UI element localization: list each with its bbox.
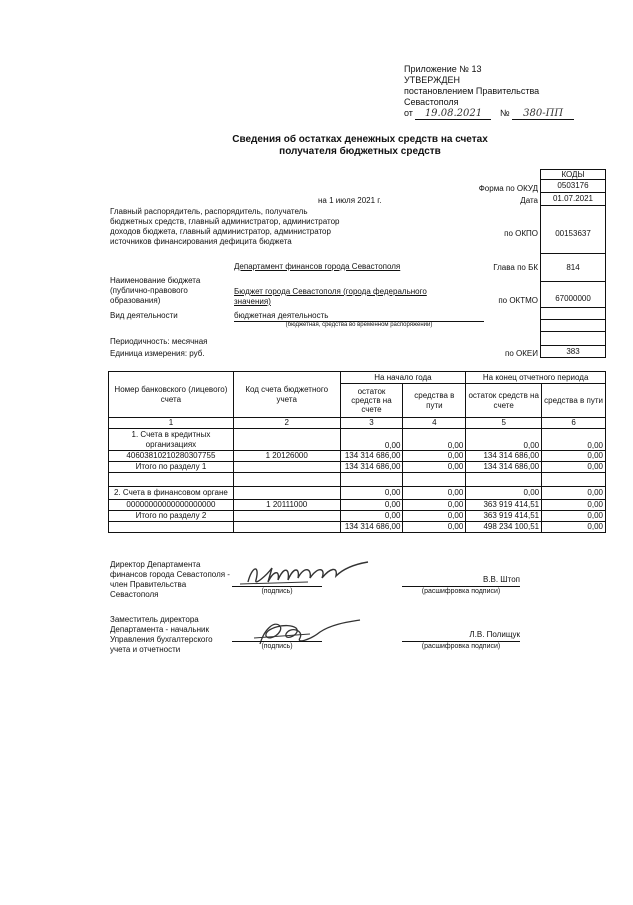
code-empty-1 <box>540 308 606 320</box>
director-title: Директор Департамента финансов города Севастополя - член Правительства Севастополя <box>110 560 230 599</box>
okud-label: Форма по ОКУД <box>478 184 538 193</box>
oktmo-code: 67000000 <box>540 282 606 308</box>
manager-label: Главный распорядитель, распорядитель, получатель бюджетных средств, главный администратор, администратор доходов бюджета, главный администратор, администратор источников финансирования дефицита бюджета <box>110 207 340 246</box>
group-start-header: На начало года <box>340 372 466 384</box>
oktmo-label: по ОКТМО <box>498 296 538 305</box>
deputy-name-caption: (расшифровка подписи) <box>421 643 501 650</box>
code-empty-3 <box>540 332 606 346</box>
table-total-row: 134 314 686,00 0,00 498 234 100,51 0,00 <box>109 522 606 533</box>
approval-date: 19.08.2021 <box>415 108 491 120</box>
deputy-signature-caption: (подпись) <box>261 643 293 650</box>
code-empty-2 <box>540 320 606 332</box>
approved-label: УТВЕРЖДЕН <box>404 75 461 85</box>
codes-header: КОДЫ <box>540 169 606 180</box>
document-title: Сведения об остатках денежных средств на счетах получателя бюджетных средств <box>232 134 488 157</box>
director-signature-caption: (подпись) <box>261 588 293 595</box>
balances-table <box>108 371 606 533</box>
table-row <box>109 473 606 487</box>
table-row: 2. Счета в финансовом органе 0,00 0,00 0,00 0,00 <box>109 487 606 500</box>
budget-value: Бюджет города Севастополя (города федерального значения) <box>234 287 427 306</box>
table-row: 1. Счета в кредитных организациях 0,00 0,00 0,00 0,00 <box>109 429 606 451</box>
unit-of-measure: Единица измерения: руб. <box>110 349 205 358</box>
col-end-transit-header: средства в пути <box>542 384 606 418</box>
report-date: на 1 июля 2021 г. <box>318 196 382 205</box>
activity-label: Вид деятельности <box>110 311 178 320</box>
col-start-transit-header: средства в пути <box>403 384 466 418</box>
periodicity: Периодичность: месячная <box>110 337 208 346</box>
appendix-label: Приложение № 13 <box>404 64 482 74</box>
date-code: 01.07.2021 <box>540 193 606 206</box>
col-account-header: Номер банковского (лицевого) счета <box>109 372 234 418</box>
table-row: Итого по разделу 1 134 314 686,00 0,00 134 314 686,00 0,00 <box>109 462 606 473</box>
okpo-label: по ОКПО <box>504 229 538 238</box>
column-numbers-row: 1 2 3 4 5 6 <box>109 418 606 429</box>
table-row: Итого по разделу 2 0,00 0,00 363 919 414,51 0,00 <box>109 511 606 522</box>
okei-label: по ОКЕИ <box>505 349 538 358</box>
okud-code: 0503176 <box>540 180 606 193</box>
approval-block <box>404 64 574 120</box>
deputy-name: Л.В. Полищук <box>469 630 520 639</box>
resolution-label: постановлением Правительства <box>404 86 540 96</box>
approval-date-line: от 19.08.2021 № 380-ПП <box>404 108 574 120</box>
director-name-caption: (расшифровка подписи) <box>421 588 501 595</box>
deputy-title: Заместитель директора Департамента - начальник Управления бухгалтерского учета и отчетности <box>110 615 213 654</box>
col-end-balance-header: остаток средств на счете <box>466 384 542 418</box>
bk-label: Глава по БК <box>493 263 538 272</box>
col-code-header: Код счета бюджетного учета <box>233 372 340 418</box>
table-row: 00000000000000000000 1 20111000 0,00 0,00 363 919 414,51 0,00 <box>109 500 606 511</box>
city-label: Севастополя <box>404 97 459 107</box>
budget-label: Наименование бюджета (публично-правового образования) <box>110 276 201 305</box>
approval-number: 380-ПП <box>512 108 574 120</box>
group-end-header: На конец отчетного периода <box>466 372 606 384</box>
col-start-balance-header: остаток средств на счете <box>340 384 403 418</box>
okei-code: 383 <box>540 346 606 358</box>
manager-value: Департамент финансов города Севастополя <box>234 262 401 271</box>
director-signature <box>238 556 378 588</box>
activity-value: бюджетная деятельность <box>234 311 329 320</box>
bk-code: 814 <box>540 254 606 282</box>
activity-note: (бюджетная, средства во временном распоряжении) <box>285 322 433 328</box>
table-row: 40603810210280307755 1 20126000 134 314 686,00 0,00 134 314 686,00 0,00 <box>109 451 606 462</box>
date-label: Дата <box>520 196 538 205</box>
director-name: В.В. Штоп <box>482 575 520 584</box>
okpo-code: 00153637 <box>540 206 606 254</box>
